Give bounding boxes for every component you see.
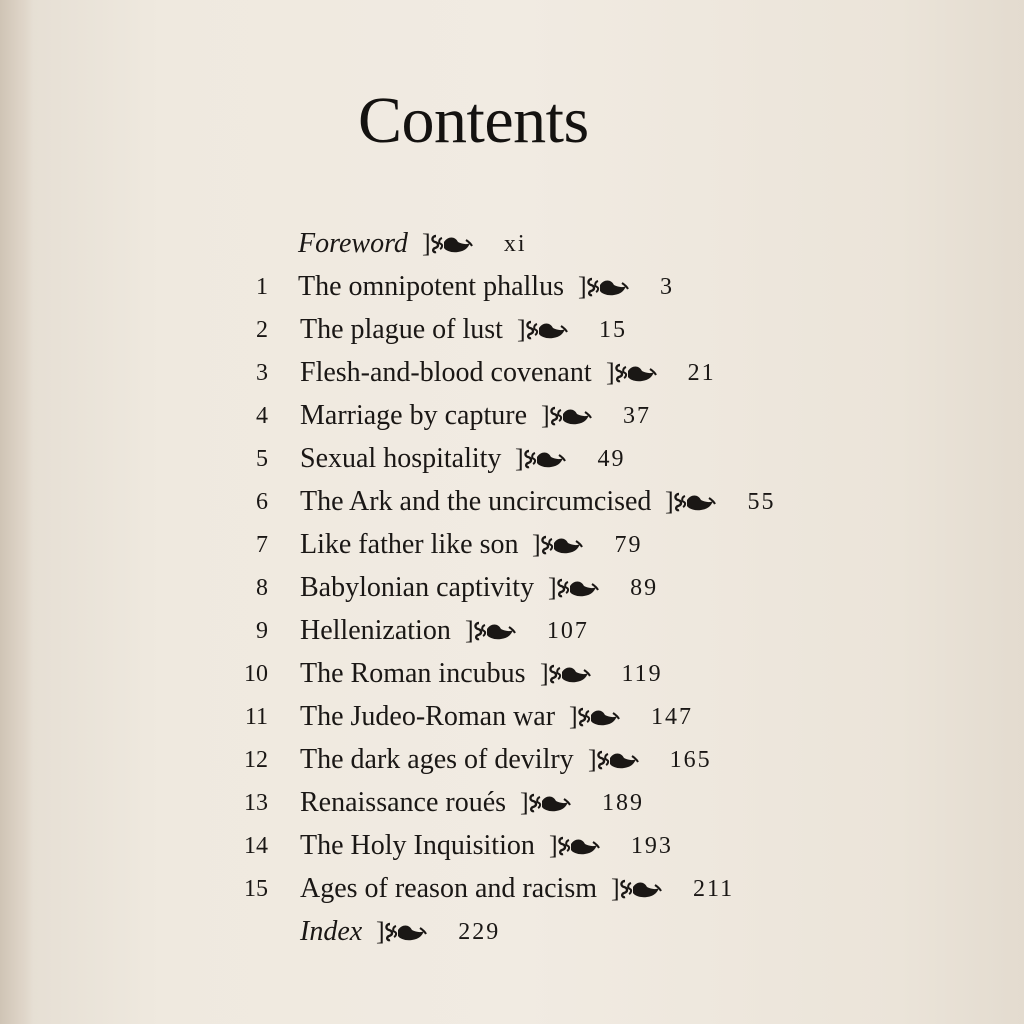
chapter-title: Sexual hospitality (300, 443, 502, 474)
chapter-number: 4 (256, 403, 268, 429)
svg-text:]: ] (611, 875, 620, 903)
chapter-number: 3 (256, 360, 268, 386)
svg-text:]: ] (569, 703, 578, 731)
page-number: 147 (651, 704, 694, 730)
chapter-number: 6 (256, 489, 268, 515)
svg-text:]: ] (515, 445, 525, 473)
bracket-fleuron-icon (541, 396, 601, 436)
page-number: 165 (669, 747, 712, 773)
svg-text:]: ] (532, 531, 542, 559)
chapter-title: The plague of lust (300, 314, 503, 345)
chapter-number: 10 (244, 661, 268, 687)
page-number: 55 (747, 489, 776, 515)
svg-text:]: ] (421, 230, 431, 258)
page-number: 229 (458, 919, 501, 945)
chapter-number: 11 (244, 704, 268, 730)
svg-text:]: ] (605, 359, 615, 387)
chapter-title: The Roman incubus (300, 658, 526, 689)
page-number: 189 (602, 790, 645, 816)
page-title: Contents (358, 84, 589, 157)
chapter-title: Renaissance roués (300, 787, 507, 818)
chapter-title: The omnipotent phallus (298, 271, 564, 302)
chapter-number: 9 (256, 618, 268, 644)
chapter-title: Ages of reason and racism (300, 873, 598, 904)
chapter-title: Index (300, 916, 363, 947)
bracket-fleuron-icon (578, 267, 638, 307)
chapter-number: 5 (256, 446, 268, 472)
chapter-title: The Judeo-Roman war (300, 701, 556, 732)
chapter-title: Flesh-and-blood covenant (300, 357, 592, 388)
svg-text:]: ] (520, 789, 529, 817)
page-number: 119 (621, 661, 663, 687)
chapter-title: The Holy Inquisition (300, 830, 535, 861)
chapter-title: Babylonian captivity (300, 572, 535, 603)
bracket-fleuron-icon (376, 912, 436, 952)
chapter-number: 12 (244, 747, 268, 773)
chapter-number: 13 (244, 790, 268, 816)
chapter-number: 15 (244, 876, 268, 902)
page-number: 193 (630, 833, 673, 859)
chapter-number: 2 (256, 317, 268, 343)
page-number: 211 (693, 876, 735, 902)
svg-text:]: ] (516, 316, 526, 344)
bracket-fleuron-icon (665, 482, 725, 522)
page-number: 49 (597, 446, 626, 472)
chapter-title: The Ark and the uncircumcised (300, 486, 652, 517)
page-number: 3 (659, 274, 674, 300)
chapter-title: Foreword (298, 228, 408, 259)
page-number: 21 (687, 360, 716, 386)
bracket-fleuron-icon (548, 568, 608, 608)
chapter-number: 7 (256, 532, 268, 558)
svg-text:]: ] (376, 918, 385, 946)
bracket-fleuron-icon (532, 525, 592, 565)
bracket-fleuron-icon (569, 697, 629, 737)
svg-text:]: ] (464, 617, 474, 645)
svg-text:]: ] (587, 746, 597, 774)
chapter-title: The dark ages of devilry (300, 744, 574, 775)
chapter-number: 14 (244, 833, 268, 859)
svg-text:]: ] (539, 660, 549, 688)
page-number: xi (503, 231, 527, 257)
chapter-number: 8 (256, 575, 268, 601)
svg-text:]: ] (548, 574, 557, 602)
bracket-fleuron-icon (540, 654, 600, 694)
chapter-title: Like father like son (300, 529, 519, 560)
chapter-title: Hellenization (300, 615, 451, 646)
svg-text:]: ] (548, 832, 558, 860)
page-number: 107 (546, 618, 589, 644)
bracket-fleuron-icon (549, 826, 609, 866)
chapter-title: Marriage by capture (300, 400, 527, 431)
bracket-fleuron-icon (588, 740, 648, 780)
bracket-fleuron-icon (606, 353, 666, 393)
page-number: 37 (623, 403, 651, 429)
page-number: 89 (630, 575, 659, 601)
bracket-fleuron-icon (517, 310, 577, 350)
chapter-number: 1 (256, 274, 268, 300)
svg-text:]: ] (665, 488, 675, 516)
bracket-fleuron-icon (520, 783, 580, 823)
bracket-fleuron-icon (422, 224, 482, 264)
svg-text:]: ] (577, 273, 587, 301)
bracket-fleuron-icon (465, 611, 525, 651)
bracket-fleuron-icon (515, 439, 575, 479)
bracket-fleuron-icon (611, 869, 671, 909)
svg-text:]: ] (541, 402, 550, 430)
page-number: 79 (614, 532, 643, 558)
page-number: 15 (598, 317, 627, 343)
